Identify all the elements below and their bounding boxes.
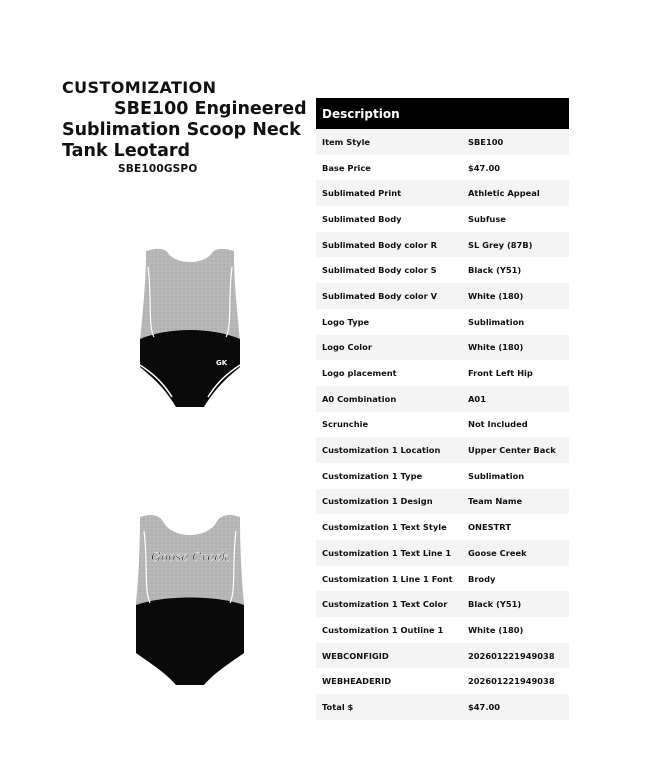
customization-heading: CUSTOMIZATION [62, 78, 217, 97]
row-value: $47.00 [462, 155, 569, 181]
row-label: Logo Type [316, 309, 462, 335]
table-row [316, 463, 569, 489]
row-value: Athletic Appeal [462, 180, 569, 206]
table-row [316, 257, 569, 283]
row-label: Scrunchie [316, 412, 462, 438]
row-label: Customization 1 Line 1 Font [316, 566, 462, 592]
row-value: White (180) [462, 335, 569, 361]
description-table [316, 98, 569, 720]
row-value: Black (Y51) [462, 257, 569, 283]
row-label: Sublimated Body color V [316, 283, 462, 309]
row-value: Upper Center Back [462, 437, 569, 463]
table-row [316, 412, 569, 438]
table-row [316, 335, 569, 361]
row-value: Brody [462, 566, 569, 592]
table-row [316, 360, 569, 386]
table-row [316, 694, 569, 720]
row-label: A0 Combination [316, 386, 462, 412]
table-row [316, 643, 569, 669]
row-value: Sublimation [462, 309, 569, 335]
row-value: A01 [462, 386, 569, 412]
row-label: Logo placement [316, 360, 462, 386]
table-row [316, 617, 569, 643]
row-value: White (180) [462, 283, 569, 309]
row-value: Not Included [462, 412, 569, 438]
product-title-line-2: Sublimation Scoop Neck [62, 120, 301, 140]
table-row [316, 129, 569, 155]
table-row [316, 437, 569, 463]
table-row [316, 206, 569, 232]
table-row [316, 566, 569, 592]
row-label: Customization 1 Design [316, 489, 462, 515]
row-value: White (180) [462, 617, 569, 643]
row-label: Customization 1 Text Line 1 [316, 540, 462, 566]
table-row [316, 180, 569, 206]
product-title-line-3: Tank Leotard [62, 141, 191, 161]
row-value: Goose Creek [462, 540, 569, 566]
row-label: Total $ [316, 694, 462, 720]
row-label: Logo Color [316, 335, 462, 361]
row-label: Sublimated Body [316, 206, 462, 232]
row-label: Customization 1 Text Style [316, 514, 462, 540]
table-row [316, 591, 569, 617]
row-label: WEBHEADERID [316, 668, 462, 694]
row-label: Customization 1 Text Color [316, 591, 462, 617]
table-row [316, 232, 569, 258]
leotard-back-image [134, 513, 246, 688]
front-logo-text: GK [216, 359, 228, 367]
row-label: Customization 1 Location [316, 437, 462, 463]
row-label: Item Style [316, 129, 462, 155]
table-row [316, 155, 569, 181]
table-row [316, 540, 569, 566]
row-label: Base Price [316, 155, 462, 181]
table-row [316, 309, 569, 335]
product-code: SBE100GSPO [118, 163, 198, 175]
product-title [62, 99, 307, 162]
row-label: WEBCONFIGID [316, 643, 462, 669]
row-value: $47.00 [462, 694, 569, 720]
table-row [316, 668, 569, 694]
table-row [316, 514, 569, 540]
row-label: Sublimated Body color R [316, 232, 462, 258]
table-row [316, 283, 569, 309]
row-value: SBE100 [462, 129, 569, 155]
row-label: Sublimated Print [316, 180, 462, 206]
row-value: Team Name [462, 489, 569, 515]
product-title-line-1: SBE100 Engineered [114, 99, 307, 119]
leotard-front-image [138, 247, 242, 409]
row-value: Sublimation [462, 463, 569, 489]
row-value: Front Left Hip [462, 360, 569, 386]
row-value: 202601221949038 [462, 668, 569, 694]
back-name-text: Goose Creek [151, 550, 229, 564]
row-value: SL Grey (87B) [462, 232, 569, 258]
row-value: ONESTRT [462, 514, 569, 540]
row-label: Sublimated Body color S [316, 257, 462, 283]
row-value: Subfuse [462, 206, 569, 232]
table-row [316, 489, 569, 515]
row-value: 202601221949038 [462, 643, 569, 669]
row-value: Black (Y51) [462, 591, 569, 617]
row-label: Customization 1 Type [316, 463, 462, 489]
row-label: Customization 1 Outline 1 [316, 617, 462, 643]
table-row [316, 386, 569, 412]
description-header: Description [316, 98, 569, 129]
